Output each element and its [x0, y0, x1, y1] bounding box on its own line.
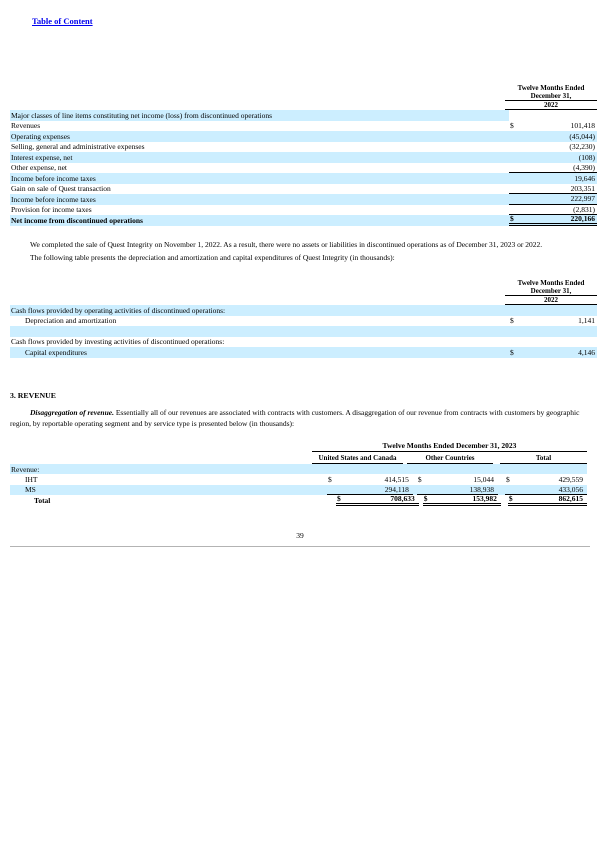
row-amount: 708,633 [390, 494, 415, 504]
amount-cell [509, 215, 597, 226]
amount-cell [509, 173, 597, 184]
amount-cell [509, 163, 597, 174]
amount-cell [509, 194, 597, 205]
table-row [10, 464, 587, 474]
amount-cell [509, 316, 597, 327]
row-amount: 862,615 [558, 494, 584, 504]
period-line: December 31, [505, 287, 597, 296]
row-label: Income before income taxes [11, 173, 96, 183]
row-amount: (4,390) [573, 162, 595, 172]
table-row [10, 131, 597, 142]
amount-cell [313, 464, 404, 474]
page-number: 39 [296, 531, 304, 540]
row-amount: (108) [578, 152, 595, 162]
amount-cell [423, 495, 501, 505]
paragraph-rest: Essentially all of our revenues are associated with contracts with customers. A disaggregation of our revenue from contracts with customers by geographic region, by reportable operating segment and by service type is presented below (in thousands): [10, 408, 580, 428]
amount-cell [509, 305, 597, 316]
table-row [10, 316, 597, 327]
row-amount: (45,044) [569, 131, 595, 141]
dollar-sign: $ [505, 475, 510, 485]
row-amount: 153,982 [472, 494, 497, 504]
revenue-disaggregation-table [10, 441, 587, 506]
period-header [505, 279, 597, 305]
amount-cell [509, 184, 597, 195]
row-amount: 19,646 [574, 173, 595, 183]
amount-cell [508, 495, 587, 505]
period-header [505, 84, 597, 110]
discontinued-operations-table [10, 84, 597, 226]
dollar-sign: $ [423, 494, 428, 504]
section-heading: 3. REVENUE [10, 391, 56, 400]
table-row [10, 152, 597, 163]
table-row [10, 184, 597, 195]
row-label: Net income from discontinued operations [11, 215, 143, 225]
table-row [10, 194, 597, 205]
paragraph-lead: Disaggregation of revenue. [30, 408, 114, 417]
row-amount: 15,044 [473, 475, 494, 485]
table-row [10, 121, 597, 132]
table-row [10, 347, 597, 358]
row-label: Other expense, net [11, 163, 68, 173]
table-row [10, 305, 597, 316]
row-amount: 429,559 [558, 475, 583, 485]
amount-cell [509, 152, 597, 163]
amount-cell [505, 474, 587, 484]
page-separator-line [10, 546, 590, 547]
dollar-sign: $ [328, 475, 332, 485]
row-label: Cash flows provided by operating activities of discontinued operations: [11, 305, 226, 315]
table-row [10, 326, 597, 337]
dollar-sign: $ [417, 475, 422, 485]
dollar-sign: $ [508, 494, 513, 504]
amount-cell [509, 110, 597, 121]
row-label: Cash flows provided by investing activities of discontinued operations: [11, 337, 225, 347]
row-amount: 433,056 [558, 484, 583, 494]
row-label: Capital expenditures [25, 347, 87, 357]
row-label: Depreciation and amortization [25, 316, 117, 326]
row-label: Revenues [11, 121, 41, 131]
table-row [10, 215, 597, 226]
table-row [10, 474, 587, 484]
amount-cell [509, 131, 597, 142]
dollar-sign: $ [510, 316, 514, 326]
row-amount: (32,230) [569, 142, 595, 152]
dollar-sign: $ [510, 347, 514, 357]
period-header-title: Twelve Months Ended December 31, 2023 [312, 441, 587, 452]
table-row [10, 163, 597, 174]
row-amount: 1,141 [578, 316, 595, 326]
column-header: Total [500, 453, 587, 464]
row-label: Major classes of line items constituting net income (loss) from discontinued operations [10, 110, 509, 121]
amount-cell [509, 326, 597, 337]
amount-cell [509, 142, 597, 153]
dollar-sign: $ [510, 214, 514, 224]
row-label: Income before income taxes [11, 194, 96, 204]
period-line: Twelve Months Ended [517, 84, 585, 92]
amount-cell [509, 347, 597, 358]
table-row [10, 110, 597, 121]
row-label: Total [34, 495, 51, 505]
period-year: 2022 [505, 296, 597, 305]
dollar-sign: $ [510, 121, 514, 131]
row-label: Interest expense, net [11, 152, 73, 162]
dollar-sign: $ [337, 494, 341, 504]
row-amount: 203,351 [570, 183, 595, 193]
row-amount: 414,515 [384, 475, 409, 485]
table-row [10, 173, 597, 184]
period-year: 2022 [505, 101, 597, 110]
row-amount: 222,997 [570, 194, 595, 204]
row-label: MS [25, 485, 36, 495]
amount-cell [408, 464, 494, 474]
row-label: Selling, general and administrative expenses [11, 142, 145, 152]
paragraph-disaggregation [10, 408, 592, 429]
column-header-row [312, 453, 587, 464]
amount-cell [327, 474, 413, 484]
row-label: Gain on sale of Quest transaction [11, 184, 111, 194]
row-amount: 4,146 [578, 347, 595, 357]
table-row [10, 142, 597, 153]
paragraph-table-intro: The following table presents the depreciation and amortization and capital expenditures of Quest Integrity (in thousands): [30, 253, 395, 262]
row-amount: 220,166 [570, 214, 595, 224]
amount-cell [509, 121, 597, 132]
row-label [10, 326, 509, 337]
period-line: December 31, [505, 92, 597, 101]
amount-cell [417, 474, 498, 484]
row-label: Operating expenses [11, 131, 70, 141]
row-label: Revenue: [11, 464, 40, 474]
table-of-content-link[interactable]: Table of Content [32, 16, 93, 26]
amount-cell [500, 464, 587, 474]
amount-cell [509, 337, 597, 348]
row-label: IHT [25, 475, 38, 485]
paragraph-quest-sale: We completed the sale of Quest Integrity on November 1, 2022. As a result, there were no assets or liabilities in discontinued operations as of December 31, 2023 or 2022. [30, 240, 543, 249]
row-amount: 294,118 [384, 484, 409, 494]
row-amount: (2,831) [573, 204, 595, 214]
column-header: United States and Canada [312, 453, 403, 464]
table-row [10, 495, 587, 505]
row-amount: 138,938 [469, 484, 494, 494]
period-line: Twelve Months Ended [517, 279, 585, 287]
table-row [10, 337, 597, 348]
row-amount: 101,418 [570, 121, 595, 131]
row-label: Provision for income taxes [11, 205, 92, 215]
amount-cell [336, 495, 419, 505]
cash-flows-table [10, 279, 597, 358]
column-header: Other Countries [407, 453, 493, 464]
